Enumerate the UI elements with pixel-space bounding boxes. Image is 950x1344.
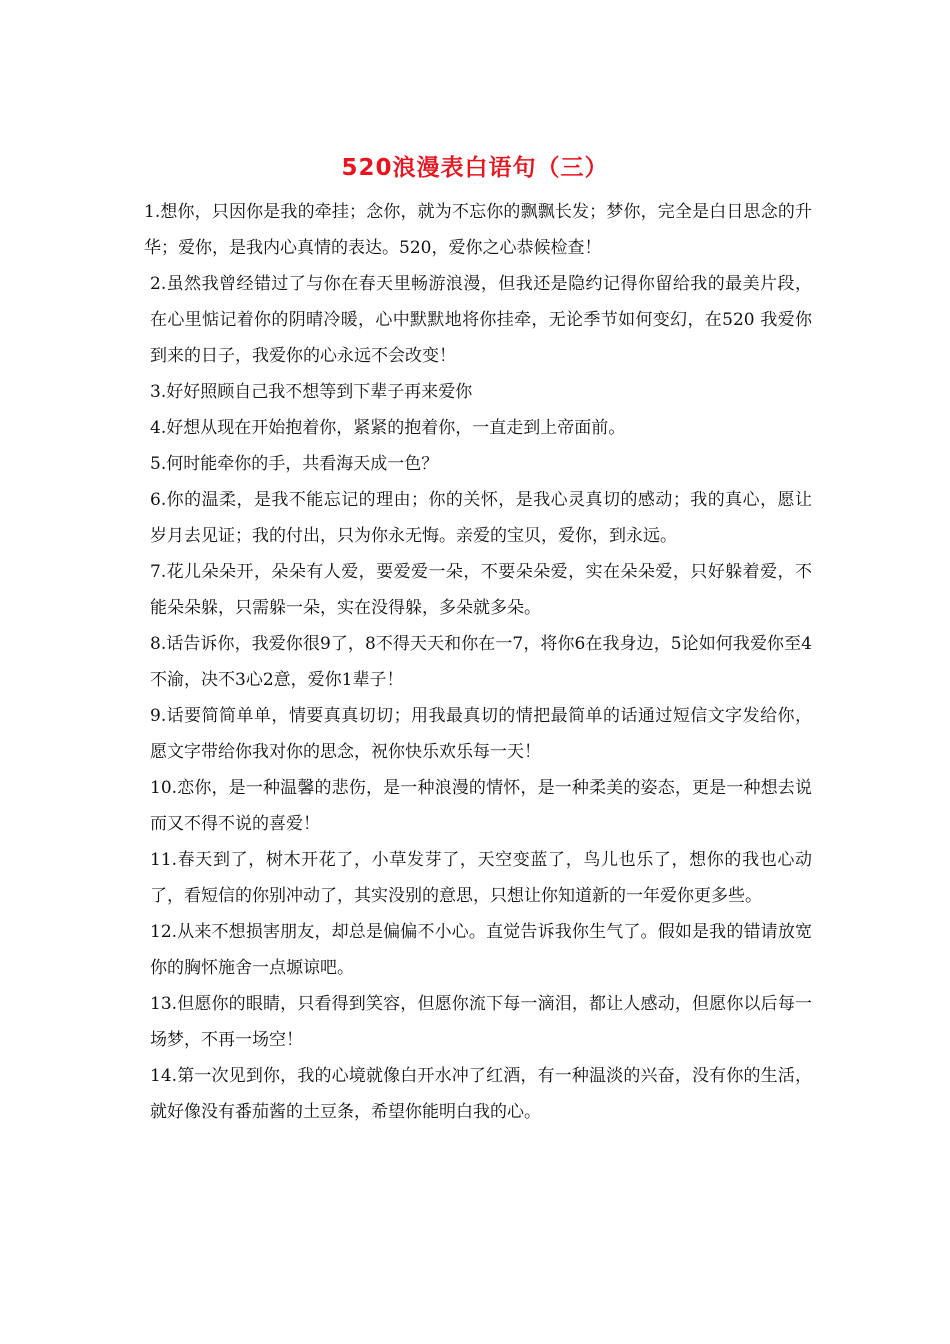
paragraph-5: 5.何时能牵你的手，共看海天成一色？ (150, 454, 439, 474)
paragraph-10: 10.恋你，是一种温馨的悲伤，是一种浪漫的情怀，是一种柔美的姿态，更是一种想去说而又不得不说的喜爱！ (150, 778, 812, 834)
paragraph-6: 6.你的温柔，是我不能忘记的理由；你的关怀，是我心灵真切的感动；我的真心，愿让岁月去见证；我的付出，只为你永无悔。亲爱的宝贝，爱你，到永远。 (150, 490, 812, 546)
document-title: 520浪漫表白语句（三） (341, 155, 609, 181)
paragraph-7: 7.花儿朵朵开，朵朵有人爱，要爱爱一朵，不要朵朵爱，实在朵朵爱，只好躲着爱，不能朵朵躲，只需躲一朵，实在没得躲，多朵就多朵。 (150, 562, 812, 618)
paragraph-12: 12.从来不想损害朋友，却总是偏偏不小心。直觉告诉我你生气了。假如是我的错请放宽你的胸怀施舍一点塬谅吧。 (150, 922, 812, 978)
paragraph-13: 13.但愿你的眼睛，只看得到笑容，但愿你流下每一滴泪，都让人感动，但愿你以后每一场梦，不再一场空！ (150, 994, 812, 1050)
paragraph-9: 9.话要简简单单，情要真真切切；用我最真切的情把最简单的话通过短信文字发给你，愿文字带给你我对你的思念，祝你快乐欢乐每一天！ (150, 706, 812, 762)
paragraph-1: 1.想你，只因你是我的牵挂；念你，就为不忘你的飘飘长发；梦你，完全是白日思念的升华；爱你，是我内心真情的表达。520，爱你之心恭候检查！ (144, 202, 812, 258)
paragraph-2: 2.虽然我曾经错过了与你在春天里畅游浪漫，但我还是隐约记得你留给我的最美片段，在心里惦记着你的阴晴冷暖，心中默默地将你挂牵，无论季节如何变幻，在520 我爱你 到来的日子，我爱你的心永远不会改变！ (150, 274, 812, 366)
paragraph-11: 11.春天到了，树木开花了，小草发芽了，天空变蓝了，鸟儿也乐了，想你的我也心动了，看短信的你别冲动了，其实没别的意思，只想让你知道新的一年爱你更多些。 (150, 850, 812, 906)
document-body (144, 194, 812, 1130)
paragraph-3: 3.好好照顾自己我不想等到下辈子再来爱你 (150, 382, 473, 402)
paragraph-4: 4.好想从现在开始抱着你，紧紧的抱着你，一直走到上帝面前。 (150, 418, 626, 438)
paragraph-14: 14.第一次见到你，我的心境就像白开水冲了红酒，有一种温淡的兴奋，没有你的生活，就好像没有番茄酱的土豆条，希望你能明白我的心。 (150, 1066, 812, 1122)
paragraph-8: 8.话告诉你，我爱你很9了，8不得天天和你在一7，将你6在我身边，5论如何我爱你至4不渝，决不3心2意，爱你1辈子！ (150, 634, 812, 690)
